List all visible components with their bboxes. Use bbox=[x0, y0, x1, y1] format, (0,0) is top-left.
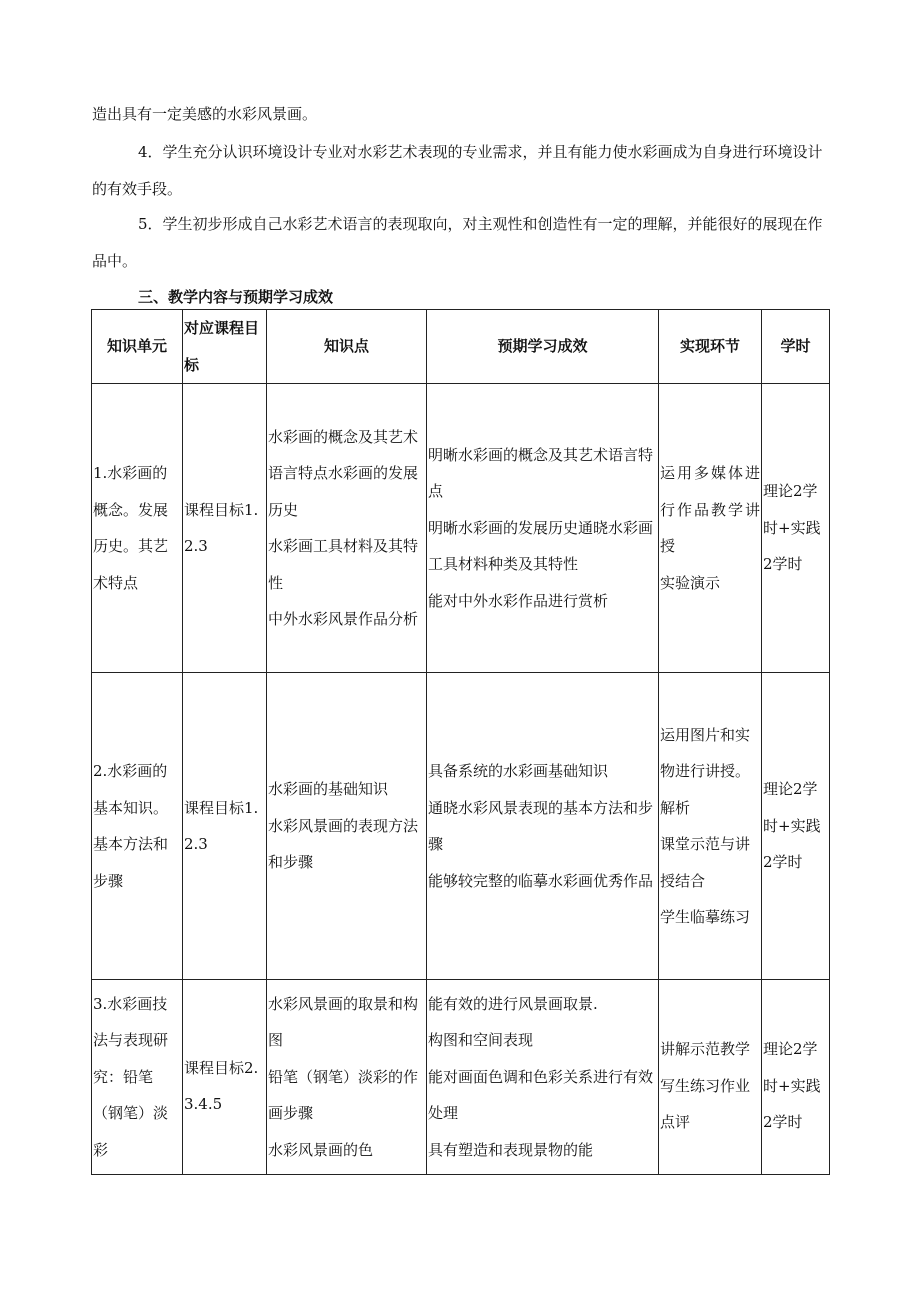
outcome-line: 能有效的进行风景画取景. bbox=[428, 994, 598, 1013]
cell-outcome bbox=[427, 980, 659, 1175]
cell-goal: 课程目标1.2.3 bbox=[183, 673, 267, 980]
point-line: 中外水彩风景作品分析 bbox=[268, 610, 419, 628]
point-line: 水彩画工具材料及其特性 bbox=[268, 537, 419, 592]
cell-goal: 课程目标2.3.4.5 bbox=[183, 980, 267, 1175]
outcome-line: 能对画面色调和色彩关系进行有效处理 bbox=[428, 1067, 654, 1123]
cell-unit: 3.水彩画技法与表现研究：铅笔（钢笔）淡彩 bbox=[92, 980, 183, 1175]
teaching-content-table bbox=[91, 309, 830, 1175]
outcome-line: 通晓水彩风景表现的基本方法和步骤 bbox=[428, 798, 654, 853]
header-goal: 对应课程目标 bbox=[183, 310, 267, 384]
cell-points bbox=[267, 673, 427, 980]
table-row bbox=[92, 673, 830, 980]
outcome-line: 明晰水彩画的概念及其艺术语言特点 bbox=[428, 445, 654, 501]
table-header-row bbox=[92, 310, 830, 384]
header-outcome: 预期学习成效 bbox=[427, 310, 659, 384]
outcome-line: 具有塑造和表现景物的能 bbox=[428, 1140, 594, 1159]
method-line: 写生练习作业点评 bbox=[660, 1076, 751, 1132]
section-title: 三、教学内容与预期学习成效 bbox=[138, 288, 334, 306]
point-line: 铅笔（钢笔）淡彩的作画步骤 bbox=[268, 1067, 419, 1123]
objective-item-4: 4．学生充分认识环境设计专业对水彩艺术表现的专业需求，并且有能力使水彩画成为自身进行环境设计的有效手段。 bbox=[92, 143, 823, 198]
cell-outcome bbox=[427, 673, 659, 980]
table-row bbox=[92, 384, 830, 673]
cell-unit: 1.水彩画的概念。发展历史。其艺术特点 bbox=[92, 384, 183, 673]
cell-hours: 理论2学时+实践2学时 bbox=[762, 673, 830, 980]
cell-method bbox=[659, 384, 762, 673]
cell-hours: 理论2学时+实践2学时 bbox=[762, 980, 830, 1175]
cell-points bbox=[267, 384, 427, 673]
header-unit: 知识单元 bbox=[92, 310, 183, 384]
objective-item-5: 5．学生初步形成自己水彩艺术语言的表现取向，对主观性和创造性有一定的理解，并能很好的展现在作品中。 bbox=[92, 215, 823, 270]
method-line: 运用图片和实物进行讲授。解析 bbox=[660, 725, 751, 817]
cell-method bbox=[659, 673, 762, 980]
cell-method bbox=[659, 980, 762, 1175]
point-line: 水彩画的概念及其艺术语言特点水彩画的发展历史 bbox=[268, 427, 419, 519]
header-points: 知识点 bbox=[267, 310, 427, 384]
cell-outcome bbox=[427, 384, 659, 673]
outcome-line: 能够较完整的临摹水彩画优秀作品 bbox=[428, 871, 654, 890]
point-line: 水彩风景画的表现方法和步骤 bbox=[268, 816, 419, 872]
header-hours: 学时 bbox=[762, 310, 830, 384]
cell-goal: 课程目标1.2.3 bbox=[183, 384, 267, 673]
intro-line: 造出具有一定美感的水彩风景画。 bbox=[92, 105, 318, 123]
cell-points bbox=[267, 980, 427, 1175]
header-method: 实现环节 bbox=[659, 310, 762, 384]
outcome-line: 能对中外水彩作品进行赏析 bbox=[428, 591, 609, 610]
outcome-line: 明晰水彩画的发展历史通晓水彩画工具材料种类及其特性 bbox=[428, 518, 654, 574]
table-row bbox=[92, 980, 830, 1175]
cell-unit: 2.水彩画的基本知识。基本方法和步骤 bbox=[92, 673, 183, 980]
outcome-line: 具备系统的水彩画基础知识 bbox=[428, 762, 609, 780]
method-line: 讲解示范教学 bbox=[660, 1040, 751, 1059]
point-line: 水彩风景画的色 bbox=[268, 1140, 374, 1159]
cell-hours: 理论2学时+实践2学时 bbox=[762, 384, 830, 673]
method-line: 学生临摹练习 bbox=[660, 908, 751, 926]
point-line: 水彩画的基础知识 bbox=[268, 780, 389, 799]
outcome-line: 构图和空间表现 bbox=[428, 1031, 534, 1050]
method-line: 运用多媒体进行作品教学讲授 bbox=[660, 464, 760, 555]
method-line: 实验演示 bbox=[660, 573, 721, 592]
method-line: 课堂示范与讲授结合 bbox=[660, 835, 751, 890]
point-line: 水彩风景画的取景和构图 bbox=[268, 994, 419, 1050]
